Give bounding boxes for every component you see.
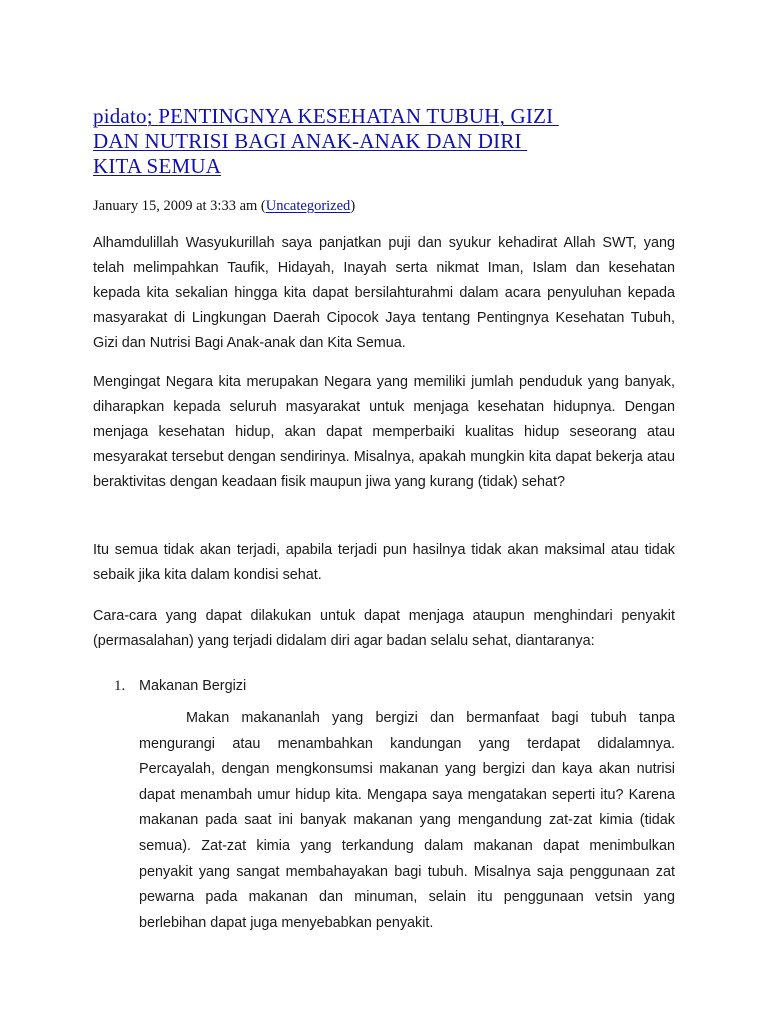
paragraph-consequence: Itu semua tidak akan terjadi, apabila terjadi pun hasilnya tidak akan maksimal atau tidak sebaik jika kita dalam kondisi sehat.: [93, 542, 675, 583]
post-meta: [93, 196, 693, 216]
title-text-1[interactable]: PENTINGNYA KESEHATAN TUBUH, GIZI: [158, 104, 559, 128]
paragraph-methods-intro: Cara-cara yang dapat dilakukan untuk dapat menjaga ataupun menghindari penyakit (permasalahan) yang terjadi didalam diri agar badan selalu sehat, diantaranya:: [93, 608, 675, 649]
category-link[interactable]: Uncategorized: [265, 198, 351, 214]
list-item-number: 1.: [114, 678, 126, 694]
paragraph-opening: Alhamdulillah Wasyukurillah saya panjatkan puji dan syukur kehadirat Allah SWT, yang telah melimpahkan Taufik, Hidayah, Inayah serta nikmat Iman, Islam dan kesehatan kepada kita sekalian hingga kita dapat bersilahturahmi dalam acara penyuluhan kepada masyarakat di Lingkungan Daerah Cipocok Jaya tentang Pentingnya Kesehatan Tubuh, Gizi dan Nutrisi Bagi Anak-anak dan Kita Semua.: [93, 235, 675, 351]
list-item-body: Makan makananlah yang bergizi dan bermanfaat bagi tubuh tanpa mengurangi atau menambahkan kandungan yang terdapat didalamnya. Percayalah, dengan mengkonsumsi makanan yang bergizi dan kaya akan nutrisi dapat menambah umur hidup kita. Mengapa saya mengatakan seperti itu? Karena makanan pada saat ini banyak makanan yang mengandung zat-zat kimia (tidak semua). Zat-zat kimia yang terkandung dalam makanan dapat menimbulkan penyakit yang sangat membahayakan bagi tubuh. Misalnya saja penggunaan zat pewarna pada makanan dan minuman, selain itu penggunaan vetsin yang berlebihan dapat juga menyebabkan penyakit.: [139, 710, 675, 931]
paragraph-country: Mengingat Negara kita merupakan Negara yang memiliki jumlah penduduk yang banyak, diharapkan kepada seluruh masyarakat untuk menjaga kesehatan hidupnya. Dengan menjaga kesehatan hidup, akan dapat memperbaiki kualitas hidup seseorang atau mesyarakat tersebut dengan sendirinya. Misalnya, apakah mungkin kita dapat bekerja atau beraktivitas dengan keadaan fisik maupun jiwa yang kurang (tidak) sehat?: [93, 374, 675, 490]
post-date: January 15, 2009 at 3:33 am (: [93, 198, 266, 214]
list-item-label: Makanan Bergizi: [139, 678, 247, 694]
title-line-2[interactable]: [93, 129, 653, 154]
title-prefix[interactable]: pidato;: [93, 104, 159, 128]
page-title[interactable]: [93, 104, 653, 179]
list-item: [0, 674, 768, 698]
title-text-3[interactable]: KITA SEMUA: [93, 154, 222, 178]
title-text-2[interactable]: DAN NUTRISI BAGI ANAK-ANAK DAN DIRI: [93, 129, 528, 153]
title-line-3[interactable]: [93, 154, 653, 179]
post-meta-close: ): [350, 198, 356, 214]
title-line-1[interactable]: [93, 104, 653, 129]
